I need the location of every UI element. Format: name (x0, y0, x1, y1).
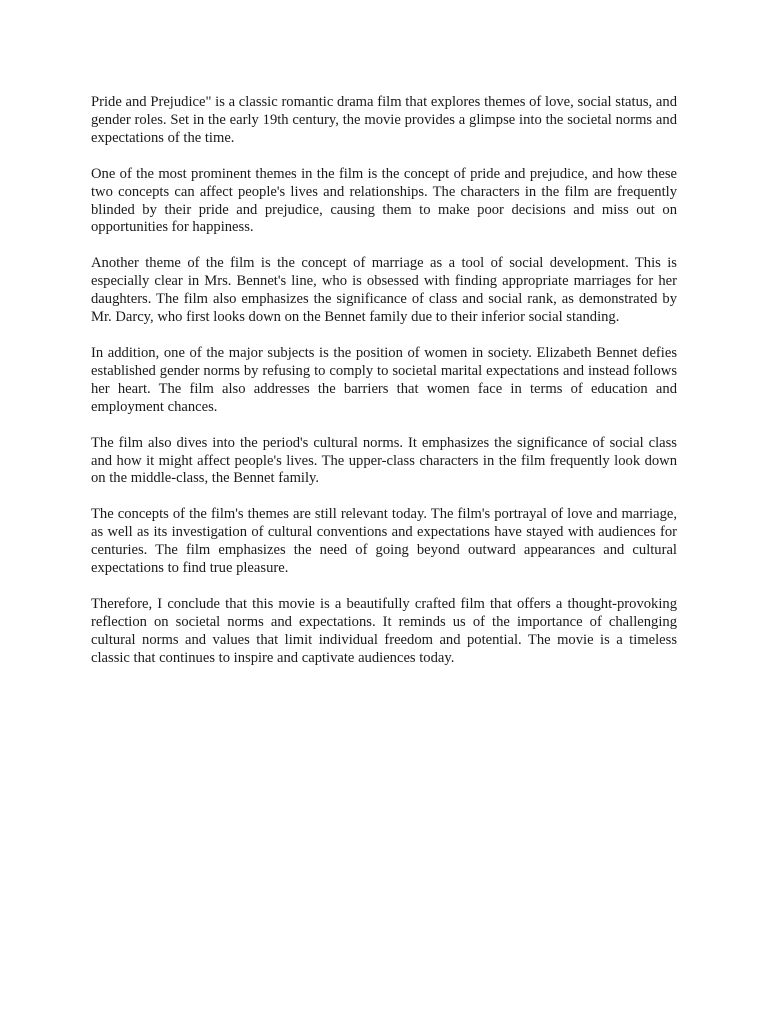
paragraph-marriage-theme: Another theme of the film is the concept of marriage as a tool of social development. This is especially clear in Mrs. Bennet's line, who is obsessed with finding appropriate marriages for her daughters. The film also emphasizes the significance of class and social rank, as demonstrated by Mr. Darcy, who first looks down on the Bennet family due to their inferior social standing. (91, 255, 677, 326)
paragraph-intro: Pride and Prejudice" is a classic romantic drama film that explores themes of love, social status, and gender roles. Set in the early 19th century, the movie provides a glimpse into the societal norms and expectations of the time. (91, 94, 677, 146)
paragraph-women-in-society: In addition, one of the major subjects is the position of women in society. Elizabeth Bennet defies established gender norms by refusing to comply to societal marital expectations and instead follows her heart. The film also addresses the barriers that women face in terms of education and employment chances. (91, 344, 677, 415)
paragraph-cultural-norms: The film also dives into the period's cultural norms. It emphasizes the significance of social class and how it might affect people's lives. The upper-class characters in the film frequently look down on the middle-class, the Bennet family. (91, 434, 677, 487)
paragraph-conclusion: Therefore, I conclude that this movie is a beautifully crafted film that offers a thought-provoking reflection on societal norms and expectations. It reminds us of the importance of challenging cultural norms and values that limit individual freedom and potential. The movie is a timeless classic that continues to inspire and captivate audiences today. (91, 595, 677, 666)
paragraph-pride-prejudice-theme: One of the most prominent themes in the film is the concept of pride and prejudice, and how these two concepts can affect people's lives and relationships. The characters in the film are frequently blinded by their pride and prejudice, causing them to make poor decisions and miss out on opportunities for happiness. (91, 165, 677, 236)
paragraph-relevance-today: The concepts of the film's themes are still relevant today. The film's portrayal of love and marriage, as well as its investigation of cultural conventions and expectations have stayed with audiences for centuries. The film emphasizes the need of going beyond outward appearances and cultural expectations to find true pleasure. (91, 506, 677, 577)
document-body (91, 94, 677, 686)
